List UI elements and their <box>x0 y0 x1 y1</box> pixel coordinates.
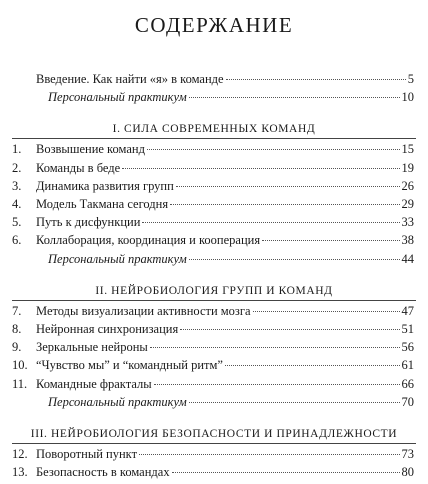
toc-entry[interactable] <box>12 445 414 463</box>
section-heading: III. НЕЙРОБИОЛОГИЯ БЕЗОПАСНОСТИ И ПРИНАДЛЕЖНОСТИ <box>30 428 398 440</box>
entry-page-number: 73 <box>401 447 414 461</box>
entry-title: Путь к дисфункции <box>36 215 141 230</box>
toc-entry[interactable] <box>12 177 414 195</box>
entry-number: 6. <box>12 233 22 248</box>
entry-page-number: 51 <box>401 322 414 336</box>
entry-page-number: 19 <box>401 160 414 175</box>
entry-page-number: 44 <box>401 251 414 266</box>
entry-page-number: 66 <box>401 376 414 391</box>
entry-number: 1. <box>12 142 22 157</box>
entry-page-number: 15 <box>401 142 414 157</box>
entry-title: Командные фракталы <box>36 376 152 391</box>
toc-entry[interactable] <box>12 140 414 158</box>
toc-entry[interactable] <box>12 70 414 88</box>
dot-leader <box>150 347 400 348</box>
dot-leader <box>170 204 399 205</box>
entry-number: 7. <box>12 303 22 318</box>
entry-title: Зеркальные нейроны <box>36 340 148 355</box>
entry-page-number: 80 <box>401 465 414 480</box>
toc-entry-practicum[interactable] <box>12 250 414 268</box>
dot-leader <box>189 259 400 260</box>
dot-leader <box>176 186 400 187</box>
entry-number: 4. <box>12 197 22 211</box>
entry-title: Нейронная синхронизация <box>36 322 179 336</box>
toc-entry[interactable] <box>12 320 414 338</box>
entry-page-number: 70 <box>401 394 414 409</box>
entry-number: 13. <box>12 465 28 480</box>
entry-page-number: 61 <box>401 358 414 373</box>
entry-number: 5. <box>12 215 22 230</box>
section-heading: II. НЕЙРОБИОЛОГИЯ ГРУПП И КОМАНД <box>95 284 333 297</box>
section-divider <box>12 443 416 444</box>
entry-title: Возвышение команд <box>36 142 145 157</box>
entry-title: Модель Такмана сегодня <box>36 197 169 211</box>
entry-number: 8. <box>12 322 22 336</box>
entry-title: Безопасность в командах <box>36 465 170 480</box>
toc-entry[interactable] <box>12 213 414 231</box>
dot-leader <box>139 454 399 455</box>
entry-title: Введение. Как найти «я» в команде <box>36 72 224 86</box>
dot-leader <box>189 97 400 98</box>
entry-title: Поворотный пункт <box>36 447 138 461</box>
toc-entry-practicum[interactable] <box>12 88 414 106</box>
entry-page-number: 10 <box>401 90 414 105</box>
entry-number: 12. <box>12 447 28 461</box>
toc-entry-practicum[interactable] <box>12 393 414 411</box>
toc-entry[interactable] <box>12 375 414 393</box>
toc-entry[interactable] <box>12 356 414 374</box>
dot-leader <box>122 168 399 169</box>
entry-title: Персональный практикум <box>48 251 187 266</box>
toc-entry[interactable] <box>12 302 414 320</box>
entry-title: Методы визуализации активности мозга <box>36 303 251 318</box>
dot-leader <box>253 311 400 312</box>
entry-title: Динамика развития групп <box>36 178 174 193</box>
toc-entry[interactable] <box>12 159 414 177</box>
dot-leader <box>172 472 400 473</box>
toc-entry[interactable] <box>12 195 414 213</box>
page-title: СОДЕРЖАНИЕ <box>134 13 294 37</box>
dot-leader <box>262 240 399 241</box>
entry-page-number: 33 <box>401 215 414 230</box>
entry-number: 3. <box>12 178 22 193</box>
dot-leader <box>226 79 406 80</box>
dot-leader <box>142 222 399 223</box>
dot-leader <box>189 402 400 403</box>
entry-title: Коллаборация, координация и кооперация <box>36 233 261 248</box>
entry-number: 11. <box>12 376 28 391</box>
toc-entry[interactable] <box>12 338 414 356</box>
section-heading: I. СИЛА СОВРЕМЕННЫХ КОМАНД <box>112 123 316 136</box>
entry-title: “Чувство мы” и “командный ритм” <box>36 358 223 373</box>
dot-leader <box>180 329 399 330</box>
entry-title: Персональный практикум <box>48 394 187 409</box>
entry-page-number: 29 <box>401 197 414 211</box>
toc-entry[interactable] <box>12 231 414 249</box>
entry-number: 9. <box>12 340 22 355</box>
entry-page-number: 26 <box>401 178 414 193</box>
dot-leader <box>225 365 400 366</box>
entry-page-number: 47 <box>401 303 414 318</box>
entry-page-number: 5 <box>407 72 414 86</box>
entry-page-number: 38 <box>401 233 414 248</box>
toc-entry[interactable] <box>12 463 414 481</box>
section-divider <box>12 138 416 139</box>
dot-leader <box>154 384 400 385</box>
entry-number: 2. <box>12 160 22 175</box>
section-divider <box>12 300 416 301</box>
entry-title: Персональный практикум <box>48 90 187 105</box>
entry-number: 10. <box>12 358 28 373</box>
entry-page-number: 56 <box>401 340 414 355</box>
dot-leader <box>147 149 400 150</box>
entry-title: Команды в беде <box>36 160 121 175</box>
